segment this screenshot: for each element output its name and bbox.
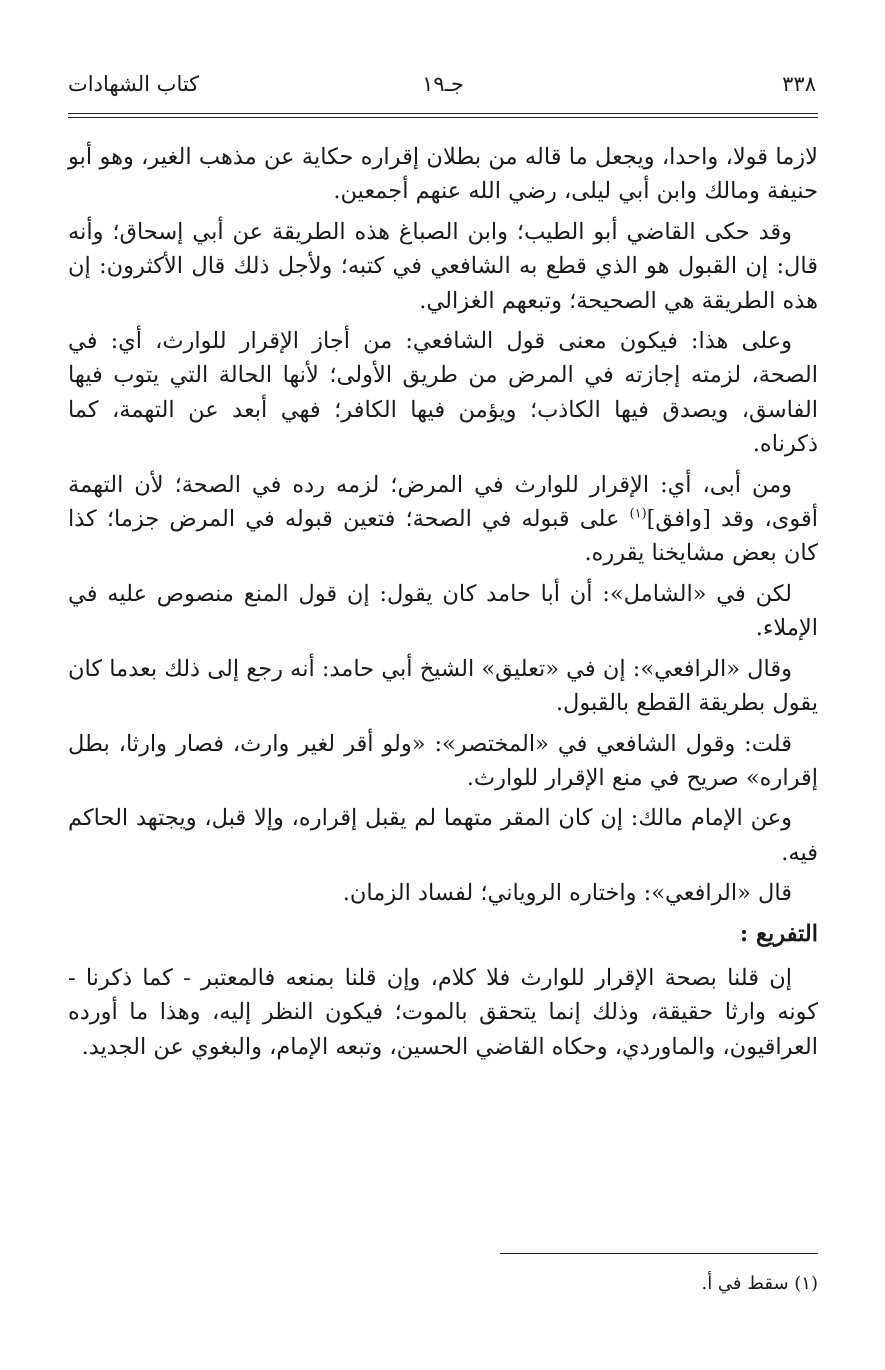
paragraph: وعن الإمام مالك: إن كان المقر متهما لم يقبل إقراره، وإلا قبل، ويجتهد الحاكم فيه. bbox=[68, 805, 818, 866]
book-page bbox=[68, 0, 818, 1370]
page-header bbox=[68, 72, 818, 112]
volume-label: جـ١٩ bbox=[422, 72, 464, 96]
header-rule bbox=[68, 113, 818, 114]
section-heading: التفريع : bbox=[739, 920, 818, 947]
paragraph: لازما قولا، واحدا، ويجعل ما قاله من بطلان إقراره حكاية عن مذهب الغير، وهو أبو حنيفة ومالك وابن أبي ليلى، رضي الله عنهم أجمعين. bbox=[68, 144, 818, 205]
footnote-text: سقط في أ. bbox=[701, 1273, 789, 1294]
footnote-marker: (١) bbox=[629, 506, 647, 522]
footnote-rule bbox=[500, 1253, 818, 1254]
paragraph: لكن في «الشامل»: أن أبا حامد كان يقول: إن قول المنع منصوص عليه في الإملاء. bbox=[68, 580, 818, 642]
footnote bbox=[701, 1271, 818, 1297]
paragraph-text: ومن أبى، أي: الإقرار للوارث في المرض؛ لزمه رده في الصحة؛ لأن التهمة أقوى، وقد [وافق] bbox=[68, 471, 819, 533]
header-rule bbox=[68, 117, 818, 118]
paragraph: وعلى هذا: فيكون معنى قول الشافعي: من أجاز الإقرار للوارث، أي: في الصحة، لزمته إجازته في المرض من طريق الأولى؛ لأنها الحالة التي يتوب فيها الفاسق، ويصدق فيها الكاذب؛ ويؤمن فيها الكافر؛ فهي أبعد عن التهمة، كما ذكرناه. bbox=[68, 328, 818, 458]
paragraph: وقد حكى القاضي أبو الطيب؛ وابن الصباغ هذه الطريقة عن أبي إسحاق؛ وأنه قال: إن القبول هو الذي قطع به الشافعي في كتبه؛ ولأجل ذلك قال الأكثرون: إن هذه الطريقة هي الصحيحة؛ وتبعهم الغزالي. bbox=[68, 218, 818, 314]
paragraph-text: على قبوله في الصحة؛ فتعين قبوله في المرض جزما؛ كذا كان بعض مشايخنا يقرره. bbox=[68, 506, 818, 567]
paragraph: إن قلنا بصحة الإقرار للوارث فلا كلام، وإن قلنا بمنعه فالمعتبر - كما ذكرنا - كونه وارثا حقيقة، وذلك إنما يتحقق بالموت؛ فيكون النظر إليه، وهذا ما أورده العراقيون، والماوردي، وحكاه القاضي الحسين، وتبعه الإمام، والبغوي عن الجديد. bbox=[68, 964, 818, 1060]
paragraph: قال «الرافعي»: واختاره الروياني؛ لفساد الزمان. bbox=[342, 880, 792, 907]
page-body bbox=[68, 140, 818, 1070]
footnote-number: (١) bbox=[794, 1273, 818, 1294]
paragraph: قلت: وقول الشافعي في «المختصر»: «ولو أقر لغير وارث، فصار وارثا، بطل إقراره» صريح في منع الإقرار للوارث. bbox=[68, 730, 818, 791]
page-number: ٣٣٨ bbox=[782, 72, 816, 96]
paragraph bbox=[68, 468, 818, 571]
paragraph: وقال «الرافعي»: إن في «تعليق» الشيخ أبي حامد: أنه رجع إلى ذلك بعدما كان يقول بطريقة القطع بالقبول. bbox=[68, 655, 818, 717]
book-title: كتاب الشهادات bbox=[68, 72, 200, 96]
